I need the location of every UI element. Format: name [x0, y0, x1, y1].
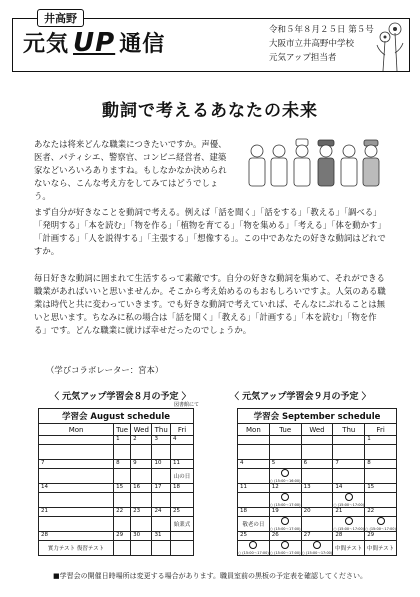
weekday-header: Mon [39, 424, 114, 436]
day-number: 11 [238, 484, 270, 493]
day-number: 24 [152, 508, 171, 517]
august-location-note: 図書館にて [174, 402, 200, 408]
article-title: 動詞で考えるあなたの未来 [102, 101, 318, 121]
day-cell [114, 517, 131, 532]
day-number: 2 [131, 436, 152, 445]
day-number [333, 436, 365, 445]
day-cell [39, 517, 114, 532]
day-number: 18 [171, 484, 194, 493]
day-number: 30 [131, 532, 152, 541]
author: 元気アップ担当者 [269, 53, 337, 63]
day-cell [365, 493, 397, 508]
day-cell [114, 469, 131, 484]
day-number: 27 [301, 532, 333, 541]
day-cell [333, 493, 365, 508]
day-cell [301, 469, 333, 484]
day-cell [171, 541, 194, 556]
day-cell [269, 517, 301, 532]
day-cell [238, 493, 270, 508]
day-cell [152, 469, 171, 484]
day-number: 9 [131, 460, 152, 469]
day-cell [114, 445, 131, 460]
issue-date: 令和５年８月２５日 第５号 [269, 25, 374, 35]
day-number: 4 [238, 460, 270, 469]
day-number: 26 [269, 532, 301, 541]
session-note: ○ (15:00〜17:00) [333, 527, 365, 531]
credit: （学びコラボレーター：宮本） [46, 365, 164, 375]
weekday-header: Mon [238, 424, 270, 436]
day-number: 29 [114, 532, 131, 541]
day-number: 21 [333, 508, 365, 517]
day-cell [365, 517, 397, 532]
day-number: 4 [171, 436, 194, 445]
weekday-header: Tue [269, 424, 301, 436]
day-cell [131, 469, 152, 484]
session-note: ○ (15:00〜16:00) [269, 479, 301, 483]
weekday-header: Fri [171, 424, 194, 436]
day-number: 15 [365, 484, 397, 493]
day-cell [152, 517, 171, 532]
weekday-header: Fri [365, 424, 397, 436]
session-note: ○ (15:00〜17:00) [333, 503, 365, 507]
august-title: 〈 元気アップ学習会８月の予定 〉 [50, 392, 191, 402]
day-cell: 始業式 [171, 517, 194, 532]
day-cell [333, 517, 365, 532]
day-number: 7 [39, 460, 114, 469]
day-cell [269, 469, 301, 484]
weekday-header: Thu [152, 424, 171, 436]
session-note: ○ (15:00〜17:00) [365, 527, 396, 531]
day-number: 14 [333, 484, 365, 493]
day-number: 3 [152, 436, 171, 445]
day-cell [171, 493, 194, 508]
august-calendar [38, 408, 194, 556]
day-number: 16 [131, 484, 152, 493]
day-cell [171, 445, 194, 460]
day-cell [238, 469, 270, 484]
paragraph-future: 毎日好きな動詞に囲まれて生活するって素敵です。自分の好きな動詞を集めて、それができる職業があればいいと思いませんか。そこから考え始めるのもおもしろいですよ。人気のある職業は時代と共に変わっていきます。でも好きな動詞で考えていれば、そんなにぶれることは無いと思います。ちなみに私の場合は「話を聞く」「教える」「計画する」「本を読む」「物を作る」です。どんな職業に就けば幸せだったのでしょうか。 [34, 273, 386, 335]
session-note: ○ (15:00〜17:00) [301, 551, 333, 555]
day-cell [301, 517, 333, 532]
day-number: 8 [114, 460, 131, 469]
session-circle-icon [281, 493, 289, 501]
paragraph-intro: あなたは将来どんな職業につきたいですか。声優、医者、パティシエ、警察官、コンビニ経営者、建築家などいろいろありますね。もしなかなか決められないなら、こんな考え方をしてみてはどうでしょう。 [34, 139, 227, 201]
september-heading: 学習会 September schedule [238, 409, 397, 424]
day-number: 21 [39, 508, 114, 517]
day-number: 1 [365, 436, 397, 445]
title-prefix: 元気 [23, 32, 70, 57]
day-cell: 山の日 [171, 469, 194, 484]
session-note: ○ (15:00〜17:00) [269, 527, 301, 531]
day-cell [238, 541, 270, 556]
day-cell [131, 493, 152, 508]
day-number: 20 [301, 508, 333, 517]
day-number [238, 436, 270, 445]
school-tag: 井高野 [37, 9, 84, 27]
day-cell [152, 445, 171, 460]
day-number: 17 [152, 484, 171, 493]
day-number: 14 [39, 484, 114, 493]
header-box [12, 12, 410, 72]
day-cell [365, 469, 397, 484]
footer-note: ■学習会の開催日時場所は変更する場合があります。職員室前の黒板の予定表を確認してください。 [52, 572, 368, 580]
title-suffix: 通信 [119, 32, 166, 57]
day-number: 28 [333, 532, 365, 541]
day-cell [269, 493, 301, 508]
session-circle-icon [345, 493, 353, 501]
weekday-header: Wed [131, 424, 152, 436]
day-number: 19 [269, 508, 301, 517]
day-number [269, 436, 301, 445]
day-number: 5 [269, 460, 301, 469]
day-number: 25 [171, 508, 194, 517]
day-number: 7 [333, 460, 365, 469]
day-cell [131, 541, 152, 556]
day-number: 28 [39, 532, 114, 541]
weekday-header: Tue [114, 424, 131, 436]
day-cell [365, 445, 397, 460]
day-cell [39, 469, 114, 484]
school-name: 大阪市立井高野中学校 [269, 39, 355, 49]
day-cell [238, 445, 270, 460]
day-number [171, 532, 194, 541]
day-number: 13 [301, 484, 333, 493]
day-number: 22 [114, 508, 131, 517]
day-cell [269, 541, 301, 556]
session-circle-icon [345, 517, 353, 525]
day-cell [269, 445, 301, 460]
day-number: 18 [238, 508, 270, 517]
day-cell [131, 517, 152, 532]
day-number: 15 [114, 484, 131, 493]
day-number: 1 [114, 436, 131, 445]
day-number [39, 436, 114, 445]
day-cell [333, 445, 365, 460]
newsletter-title [23, 27, 165, 58]
day-number: 29 [365, 532, 397, 541]
session-circle-icon [377, 517, 385, 525]
september-calendar [237, 408, 397, 556]
day-cell: 中間テスト [333, 541, 365, 556]
session-note: ○ (15:00〜17:00) [269, 503, 301, 507]
session-circle-icon [249, 541, 257, 549]
day-number: 11 [171, 460, 194, 469]
weekday-header: Thu [333, 424, 365, 436]
day-number: 22 [365, 508, 397, 517]
day-cell [39, 445, 114, 460]
day-number: 10 [152, 460, 171, 469]
day-cell [301, 445, 333, 460]
day-number: 6 [301, 460, 333, 469]
day-cell [152, 493, 171, 508]
day-cell [301, 541, 333, 556]
paragraph-verbs: まず自分が好きなことを動詞で考える。例えば「話を聞く」「話をする」「教える」「調べる」「発明する」「本を読む」「物を作る」「植物を育てる」「物を集める」「考える」「体を動かす」「計画する」「人を説得する」「主張する」「想像する」。この中であなたの好きな動詞はどれですか。 [34, 207, 386, 256]
session-note: ○ (15:00〜17:00) [238, 551, 269, 555]
day-cell: 敬老の日 [238, 517, 270, 532]
day-number: 12 [269, 484, 301, 493]
occupations-illustration [245, 137, 397, 187]
day-number: 8 [365, 460, 397, 469]
day-cell: 實力テスト 復習テスト [39, 541, 114, 556]
weekday-header: Wed [301, 424, 333, 436]
day-cell [114, 493, 131, 508]
title-up: UP [73, 28, 116, 58]
day-cell [152, 541, 171, 556]
day-cell: 中間テスト [365, 541, 397, 556]
day-number: 25 [238, 532, 270, 541]
session-circle-icon [281, 517, 289, 525]
day-cell [114, 541, 131, 556]
day-number: 23 [131, 508, 152, 517]
day-cell [333, 469, 365, 484]
header-info [269, 23, 374, 65]
day-cell [39, 493, 114, 508]
session-circle-icon [281, 469, 289, 477]
session-note: ○ (15:00〜17:00) [269, 551, 301, 555]
september-title: 〈 元気アップ学習会９月の予定 〉 [230, 392, 371, 402]
session-circle-icon [281, 541, 289, 549]
august-heading: 学習会 August schedule [39, 409, 194, 424]
session-circle-icon [313, 541, 321, 549]
day-number: 31 [152, 532, 171, 541]
day-cell [301, 493, 333, 508]
flowers-illustration [371, 19, 409, 71]
day-cell [131, 445, 152, 460]
day-number [301, 436, 333, 445]
